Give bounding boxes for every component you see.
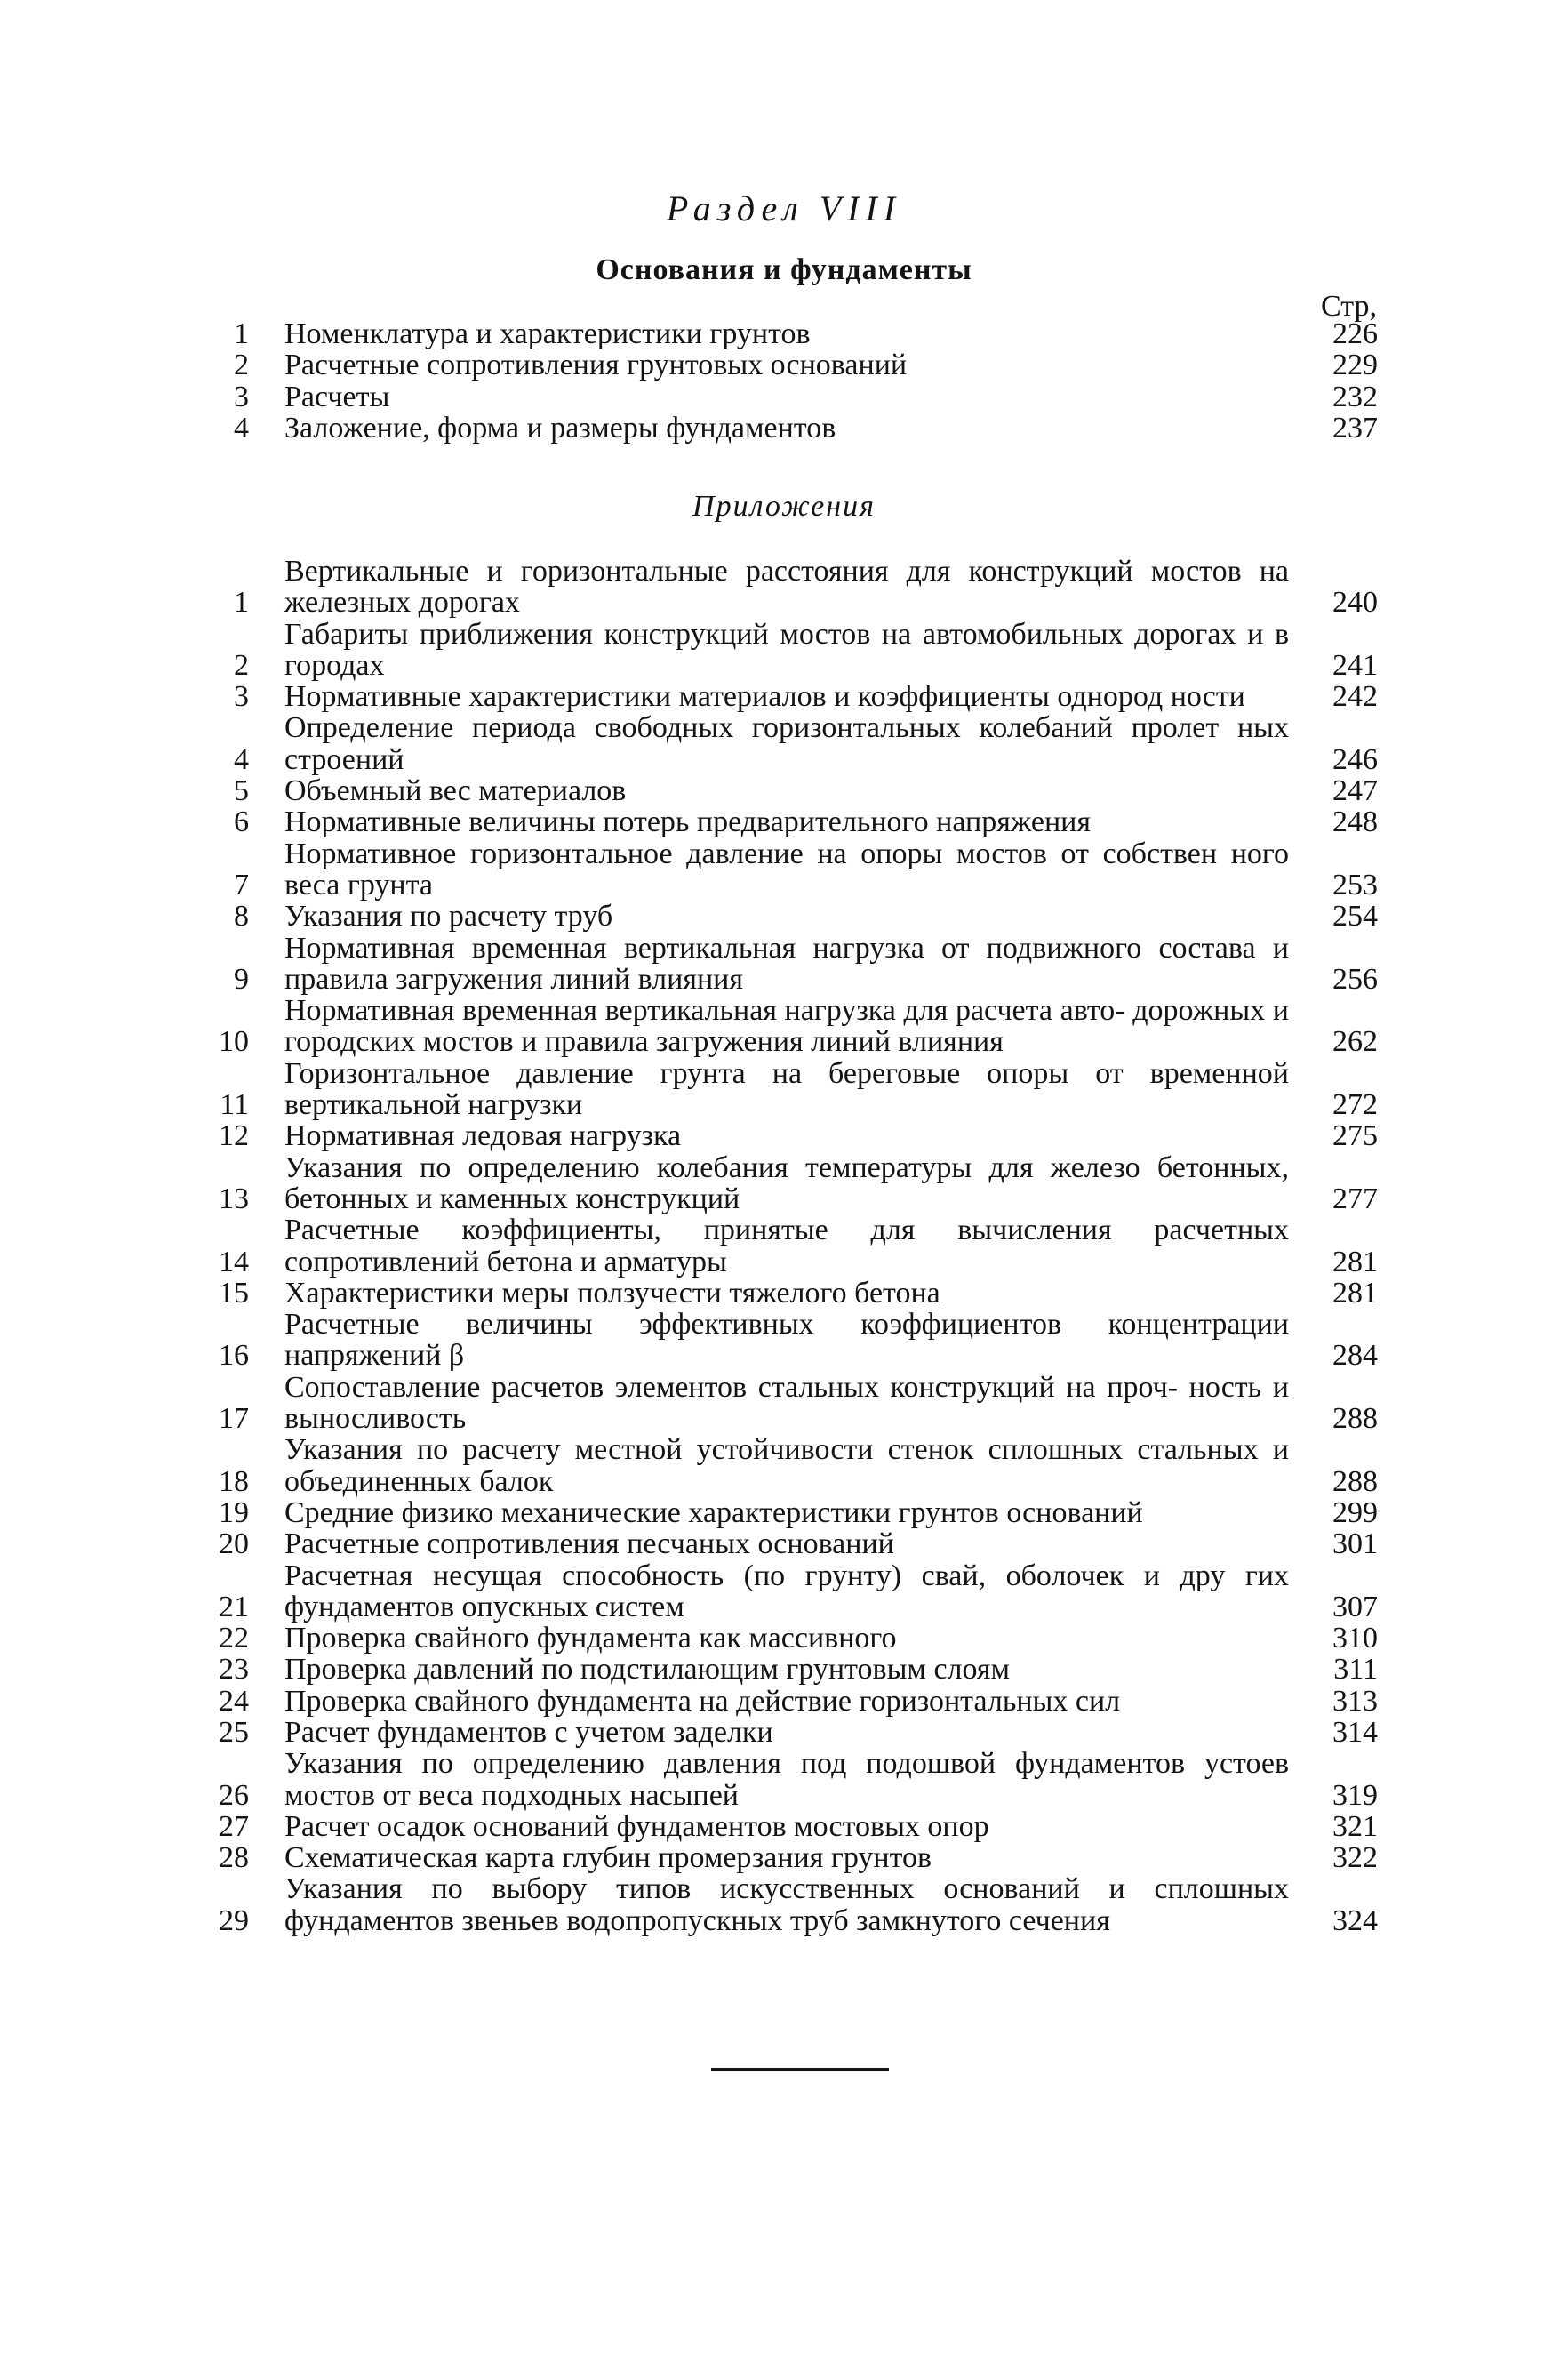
entry-number: 3 [234,380,249,413]
entry-number: 25 [219,1715,249,1749]
toc-entry [200,1120,1378,1151]
entry-page-number: 313 [1332,1684,1378,1718]
entry-number: 16 [219,1339,249,1373]
entry-page-number: 248 [1332,805,1378,839]
entry-page-number: 240 [1332,586,1378,620]
entry-title: Габариты приближения конструкций мостов на автомобильных дорогах и в городах [284,617,1289,682]
entry-title: Вертикальные и горизонтальные расстояния для конструкций мостов на железных дорогах [284,555,1289,620]
entry-number: 9 [234,962,249,996]
entry-page-number: 310 [1332,1622,1378,1655]
toc-entry [200,1623,1378,1654]
entry-title: Сопоставление расчетов элементов стальных конструкций на проч- ность и выносливость [284,1370,1289,1436]
page-column-label: Стр, [1320,290,1377,323]
entry-page-number: 281 [1332,1276,1378,1310]
toc-entry [200,1686,1378,1717]
entry-title: Определение периода свободных горизонтальных колебаний пролет ных строений [284,711,1289,776]
entry-page-number: 275 [1332,1119,1378,1153]
appendices-heading: Приложения [692,490,876,523]
entry-page-number: 232 [1332,380,1378,413]
entry-page-number: 242 [1332,680,1378,714]
entry-title: Расчет осадок оснований фундаментов мостовых опор [284,1809,989,1843]
entry-page-number: 288 [1332,1464,1378,1498]
toc-entry [200,1214,1378,1278]
entry-title: Объемный вес материалов [284,774,627,808]
toc-entry [200,413,1378,444]
entry-number: 1 [234,586,249,620]
entry-page-number: 246 [1332,742,1378,776]
entry-title: Номенклатура и характеристики грунтов [284,317,811,350]
entry-number: 3 [234,680,249,714]
entry-page-number: 288 [1332,1402,1378,1436]
entry-title: Нормативная временная вертикальная нагрузка от подвижного состава и правила загружения линий влияния [284,931,1289,996]
entry-title: Нормативная временная вертикальная нагрузка для расчета авто- дорожных и городских мостов и правила загружения линий влияния [284,994,1289,1059]
entry-number: 8 [234,900,249,934]
toc-entry [200,838,1378,902]
toc-entry [200,995,1378,1058]
entry-number: 24 [219,1684,249,1718]
toc-entry [200,806,1378,837]
toc-entry [200,349,1378,381]
entry-number: 18 [219,1464,249,1498]
entry-title: Расчет фундаментов с учетом заделки [284,1715,773,1749]
toc-entry [200,556,1378,619]
entry-title: Нормативная ледовая нагрузка [284,1119,682,1153]
toc-entry [200,901,1378,932]
toc-entry [200,1528,1378,1559]
entry-page-number: 272 [1332,1088,1378,1122]
toc-entry [200,712,1378,775]
toc-entry [200,318,1378,349]
entry-page-number: 311 [1333,1653,1378,1687]
entry-number: 4 [234,411,249,445]
toc-entry [200,933,1378,996]
entry-number: 12 [219,1119,249,1153]
entry-number: 19 [219,1495,249,1529]
entry-page-number: 301 [1332,1527,1378,1561]
entry-page-number: 299 [1332,1495,1378,1529]
entry-number: 17 [219,1402,249,1436]
entry-title: Расчетная несущая способность (по грунту) свай, оболочек и дру гих фундаментов опускных систем [284,1559,1289,1623]
entry-page-number: 319 [1332,1778,1378,1812]
entry-number: 2 [234,349,249,382]
entry-number: 10 [219,1025,249,1059]
appendices-toc [200,556,1378,1936]
entry-number: 6 [234,805,249,839]
entry-page-number: 321 [1332,1809,1378,1843]
entry-title: Указания по определению давления под подошвой фундаментов устоев мостов от веса подходных насыпей [284,1747,1289,1812]
entry-page-number: 284 [1332,1339,1378,1373]
toc-entry [200,1842,1378,1873]
entry-number: 4 [234,742,249,776]
entry-number: 27 [219,1809,249,1843]
toc-entry [200,1497,1378,1528]
entry-page-number: 247 [1332,774,1378,808]
entry-number: 2 [234,648,249,682]
toc-entry [200,1278,1378,1309]
toc-entry [200,619,1378,682]
toc-entry [200,1811,1378,1842]
toc-entry [200,1748,1378,1811]
entry-page-number: 322 [1332,1841,1378,1875]
entry-number: 22 [219,1622,249,1655]
entry-number: 21 [219,1590,249,1623]
toc-entry [200,1654,1378,1685]
entry-page-number: 256 [1332,962,1378,996]
entry-title: Указания по определению колебания температуры для железо бетонных, бетонных и каменных конструкций [284,1150,1289,1215]
entry-page-number: 253 [1332,868,1378,902]
entry-title: Нормативные величины потерь предварительного напряжения [284,805,1091,839]
entry-page-number: 226 [1332,317,1378,350]
toc-entry [200,1372,1378,1435]
entry-title: Расчетные сопротивления грунтовых оснований [284,349,908,382]
entry-title: Схематическая карта глубин промерзания грунтов [284,1841,932,1875]
entry-title: Проверка давлений по подстилающим грунтовым слоям [284,1653,1011,1687]
entry-page-number: 241 [1332,648,1378,682]
entry-title: Указания по расчету местной устойчивости стенок сплошных стальных и объединенных балок [284,1433,1289,1498]
entry-number: 26 [219,1778,249,1812]
entry-title: Указания по расчету труб [284,900,613,934]
entry-title: Горизонтальное давление грунта на береговые опоры от временной вертикальной нагрузки [284,1056,1289,1122]
entry-number: 15 [219,1276,249,1310]
toc-entry [200,775,1378,806]
entry-number: 14 [219,1245,249,1278]
end-rule [711,2068,889,2071]
entry-number: 5 [234,774,249,808]
toc-entry [200,1058,1378,1121]
entry-page-number: 324 [1332,1903,1378,1937]
toc-entry [200,1560,1378,1623]
section-subtitle: Основания и фундаменты [596,253,972,286]
entry-title: Проверка свайного фундамента как массивного [284,1622,897,1655]
entry-page-number: 281 [1332,1245,1378,1278]
entry-title: Проверка свайного фундамента на действие горизонтальных сил [284,1684,1121,1718]
toc-entry [200,1152,1378,1215]
toc-entry [200,1434,1378,1497]
entry-page-number: 307 [1332,1590,1378,1623]
entry-number: 11 [220,1088,249,1122]
entry-number: 20 [219,1527,249,1561]
entry-title: Характеристики меры ползучести тяжелого бетона [284,1276,940,1310]
section-heading: Раздел VIII [666,188,902,228]
entry-title: Расчетные коэффициенты, принятые для вычисления расчетных сопротивлений бетона и арматуры [284,1214,1289,1278]
section-toc [200,318,1378,444]
entry-number: 29 [219,1903,249,1937]
entry-page-number: 237 [1332,411,1378,445]
toc-entry [200,1873,1378,1936]
entry-page-number: 277 [1332,1182,1378,1215]
toc-entry [200,381,1378,413]
entry-page-number: 254 [1332,900,1378,934]
entry-page-number: 314 [1332,1715,1378,1749]
entry-page-number: 229 [1332,349,1378,382]
entry-title: Расчеты [284,380,390,413]
entry-number: 7 [234,868,249,902]
entry-number: 1 [234,317,249,350]
entry-page-number: 262 [1332,1025,1378,1059]
entry-title: Расчетные сопротивления песчаных оснований [284,1527,894,1561]
toc-entry [200,1309,1378,1372]
toc-entry [200,1717,1378,1748]
entry-number: 28 [219,1841,249,1875]
entry-number: 13 [219,1182,249,1215]
entry-title: Нормативные характеристики материалов и коэффициенты однород ности [284,680,1245,714]
entry-title: Заложение, форма и размеры фундаментов [284,411,836,445]
entry-title: Нормативное горизонтальное давление на опоры мостов от собствен ного веса грунта [284,837,1289,902]
entry-title: Указания по выбору типов искусственных оснований и сплошных фундаментов звеньев водопропускных труб замкнутого сечения [284,1872,1289,1937]
entry-title: Расчетные величины эффективных коэффициентов концентрации напряжений β [284,1308,1289,1373]
entry-title: Средние физико механические характеристики грунтов оснований [284,1495,1143,1529]
entry-number: 23 [219,1653,249,1687]
toc-entry [200,681,1378,712]
